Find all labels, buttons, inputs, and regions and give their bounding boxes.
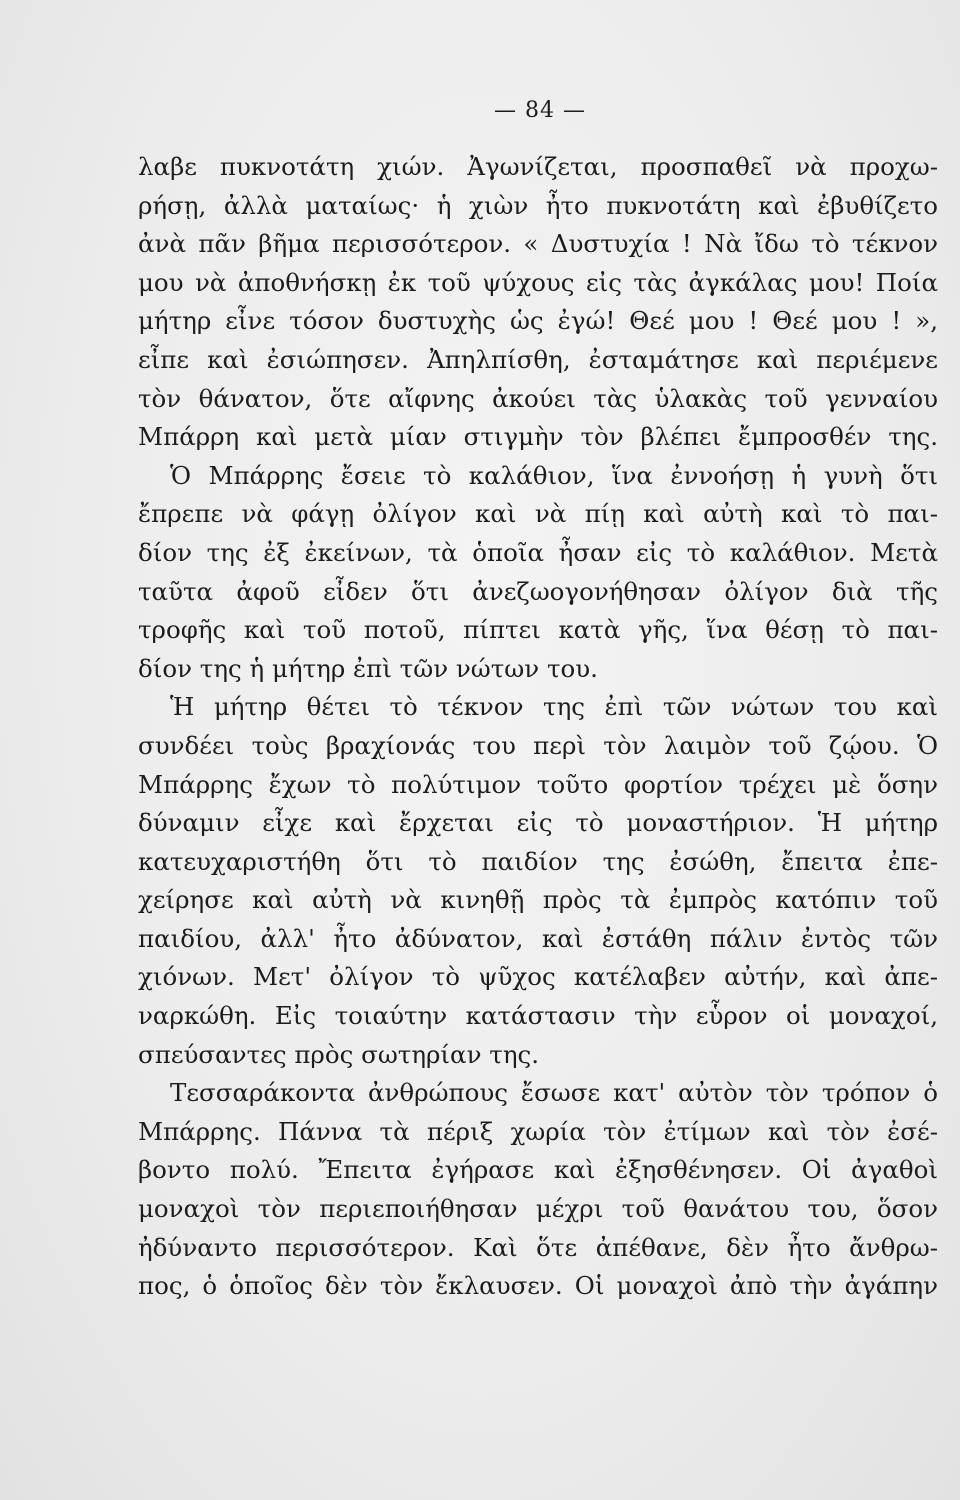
text-line: παιδίου, ἀλλ' ἦτο ἀδύνατον, καὶ ἐστάθη πάλιν ἐντὸς τῶν xyxy=(138,923,938,953)
text-line: Μπάρρης ἔχων τὸ πολύτιμον τοῦτο φορτίον τρέχει μὲ ὅσην xyxy=(138,769,938,799)
text-line: συνδέει τοὺς βραχίονάς του περὶ τὸν λαιμὸν τοῦ ζῴου. Ὁ xyxy=(138,730,938,760)
text-line: Μπάρρης. Πάννα τὰ πέριξ χωρία τὸν ἐτίμων καὶ τὸν ἐσέ- xyxy=(138,1116,938,1146)
text-line: τὸν θάνατον, ὅτε αἴφνης ἀκούει τὰς ὑλακὰς τοῦ γενναίου xyxy=(138,383,938,413)
text-line: εἶπε καὶ ἐσιώπησεν. Ἀπηλπίσθη, ἐσταμάτησε καὶ περιέμενε xyxy=(138,344,938,374)
text-line: μήτηρ εἶνε τόσον δυστυχὴς ὡς ἐγώ! Θεέ μου ! Θεέ μου ! », xyxy=(138,306,938,336)
text-line: ταῦτα ἀφοῦ εἶδεν ὅτι ἀνεζωογονήθησαν ὀλίγον διὰ τῆς xyxy=(138,576,938,606)
text-line: βοντο πολύ. Ἔπειτα ἐγήρασε καὶ ἐξησθένησεν. Οἱ ἀγαθοὶ xyxy=(138,1155,938,1185)
text-line: ἠδύναντο περισσότερον. Καὶ ὅτε ἀπέθανε, δὲν ἦτο ἄνθρω- xyxy=(138,1232,938,1262)
text-line: πος, ὁ ὁποῖος δὲν τὸν ἔκλαυσεν. Οἱ μοναχοὶ ἀπὸ τὴν ἀγάπην xyxy=(138,1271,938,1301)
text-line: μου νὰ ἀποθνήσκῃ ἐκ τοῦ ψύχους εἰς τὰς ἀγκάλας μου! Ποία xyxy=(138,267,938,297)
text-line: ρήσῃ, ἀλλὰ ματαίως· ἡ χιὼν ἦτο πυκνοτάτη καὶ ἐβυθίζετο xyxy=(138,190,938,220)
text-line: μοναχοὶ τὸν περιεποιήθησαν μέχρι τοῦ θανάτου του, ὅσον xyxy=(138,1194,938,1224)
text-line: Τεσσαράκοντα ἀνθρώπους ἔσωσε κατ' αὐτὸν τὸν τρόπον ὁ xyxy=(170,1078,938,1108)
text-line: ἔπρεπε νὰ φάγῃ ὀλίγον καὶ νὰ πίῃ καὶ αὐτὴ καὶ τὸ παι- xyxy=(138,499,938,529)
text-line: λαβε πυκνοτάτη χιών. Ἀγωνίζεται, προσπαθεῖ νὰ προχω- xyxy=(138,152,938,181)
text-line: δίον της ἡ μήτηρ ἐπὶ τῶν νώτων του. xyxy=(138,653,598,683)
text-line: Ὁ Μπάρρης ἔσειε τὸ καλάθιον, ἵνα ἐννοήσῃ ἡ γυνὴ ὅτι xyxy=(170,460,938,490)
text-line: δύναμιν εἶχε καὶ ἔρχεται εἰς τὸ μοναστήριον. Ἡ μήτηρ xyxy=(138,808,938,838)
text-line: τροφῆς καὶ τοῦ ποτοῦ, πίπτει κατὰ γῆς, ἵνα θέσῃ τὸ παι- xyxy=(138,615,938,645)
text-line: κατευχαριστήθη ὅτι τὸ παιδίον της ἐσώθη, ἔπειτα ἐπε- xyxy=(138,846,938,876)
text-line: χείρησε καὶ αὐτὴ νὰ κινηθῇ πρὸς τὰ ἐμπρὸς κατόπιν τοῦ xyxy=(138,885,938,915)
text-line: χιόνων. Μετ' ὀλίγον τὸ ψῦχος κατέλαβεν αὐτήν, καὶ ἀπε- xyxy=(138,962,938,992)
text-line: Μπάρρη καὶ μετὰ μίαν στιγμὴν τὸν βλέπει ἔμπροσθέν της. xyxy=(138,422,938,452)
text-line: σπεύσαντες πρὸς σωτηρίαν της. xyxy=(138,1039,540,1069)
body-text xyxy=(138,148,938,1306)
text-line: Ἡ μήτηρ θέτει τὸ τέκνον της ἐπὶ τῶν νώτων του καὶ xyxy=(170,692,938,722)
text-line: δίον της ἐξ ἐκείνων, τὰ ὁποῖα ἦσαν εἰς τὸ καλάθιον. Μετὰ xyxy=(138,537,938,567)
text-line: ἀνὰ πᾶν βῆμα περισσότερον. « Δυστυχία ! Νὰ ἴδω τὸ τέκνον xyxy=(138,229,938,259)
text-line: ναρκώθη. Εἰς τοιαύτην κατάστασιν τὴν εὗρον οἱ μοναχοί, xyxy=(138,1001,938,1031)
page-number: — 84 — xyxy=(494,98,586,123)
